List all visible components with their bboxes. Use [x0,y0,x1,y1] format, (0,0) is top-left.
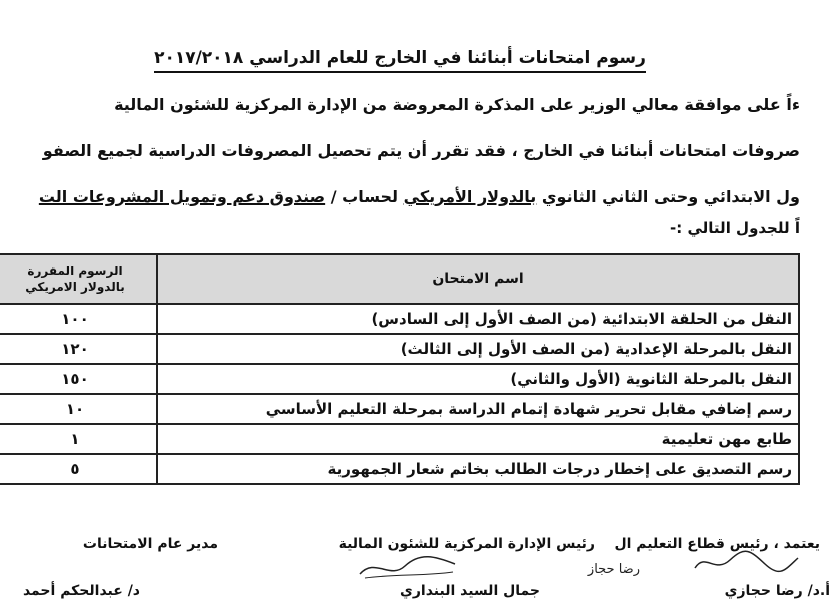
signature-exams-director-title: مدير عام الامتحانات [82,536,218,552]
handwritten-signature-middle [355,552,465,582]
table-row [0,334,799,364]
fee-cell: ٥ [0,454,157,484]
fee-cell: ١٠ [0,394,157,424]
signature-sector-head-title: يعتمد ، رئيس قطاع التعليم ال [614,536,820,552]
signature-finance-head-name: جمال السيد البنداري [400,583,540,599]
exam-name-cell: طابع مهن تعليمية [157,424,799,454]
exam-name-header: اسم الامتحان [157,254,799,304]
table-header-row [0,254,799,304]
paragraph-line-3-usd: بالدولار الأمريكي [403,187,537,206]
signature-sector-head-name: أ.د/ رضا حجازي [724,583,830,599]
fees-table [0,253,800,485]
exam-name-cell: رسم إضافي مقابل تحرير شهادة إتمام الدراسة بمرحلة التعليم الأساسي [157,394,799,424]
paragraph-line-2: صروفات امتحانات أبنائنا في الخارج ، فقد تقرر أن يتم تحصيل المصروفات الدراسية لجميع الصفو [42,141,800,160]
fee-cell: ١٢٠ [0,334,157,364]
document-title [0,48,800,68]
fee-header [0,254,157,304]
table-row [0,304,799,334]
exam-name-cell: النقل بالمرحلة الإعدادية (من الصف الأول إلى الثالث) [157,334,799,364]
table-row [0,424,799,454]
paragraph-line-3-middle: لحساب / [330,187,399,206]
fee-cell: ١٥٠ [0,364,157,394]
handwritten-signature-left [690,548,800,578]
table-row [0,364,799,394]
paragraph-line-3 [0,187,800,206]
exam-name-cell: النقل من الحلقة الابتدائية (من الصف الأول إلى السادس) [157,304,799,334]
paragraph-line-3-fund: صندوق دعم وتمويل المشروعات الت [38,187,326,206]
fee-header-line-2: بالدولار الامريكي [25,280,125,294]
document-title-text: رسوم امتحانات أبنائنا في الخارج للعام الدراسي ٢٠١٧/٢٠١٨ [154,48,646,73]
signature-finance-head-title: رئيس الإدارة المركزية للشئون المالية [338,536,595,552]
exam-name-cell: النقل بالمرحلة الثانوية (الأول والثاني) [157,364,799,394]
signature-exams-director-name: د/ عبدالحكم أحمد [22,583,140,599]
fee-cell: ١٠٠ [0,304,157,334]
fee-cell: ١ [0,424,157,454]
paragraph-line-1: ءاً على موافقة معالي الوزير على المذكرة المعروضة من الإدارة المركزية للشئون المالية [114,95,800,114]
paragraph-line-4: اً للجدول التالي :- [670,219,800,237]
paragraph-line-3-start: ول الابتدائي وحتى الثاني الثانوي [541,187,800,206]
handwritten-signature-right: رضا حجاز [587,562,640,577]
table-row [0,454,799,484]
table-row [0,394,799,424]
exam-name-cell: رسم التصديق على إخطار درجات الطالب بخاتم شعار الجمهورية [157,454,799,484]
fee-header-line-1: الرسوم المقررة [27,264,123,278]
